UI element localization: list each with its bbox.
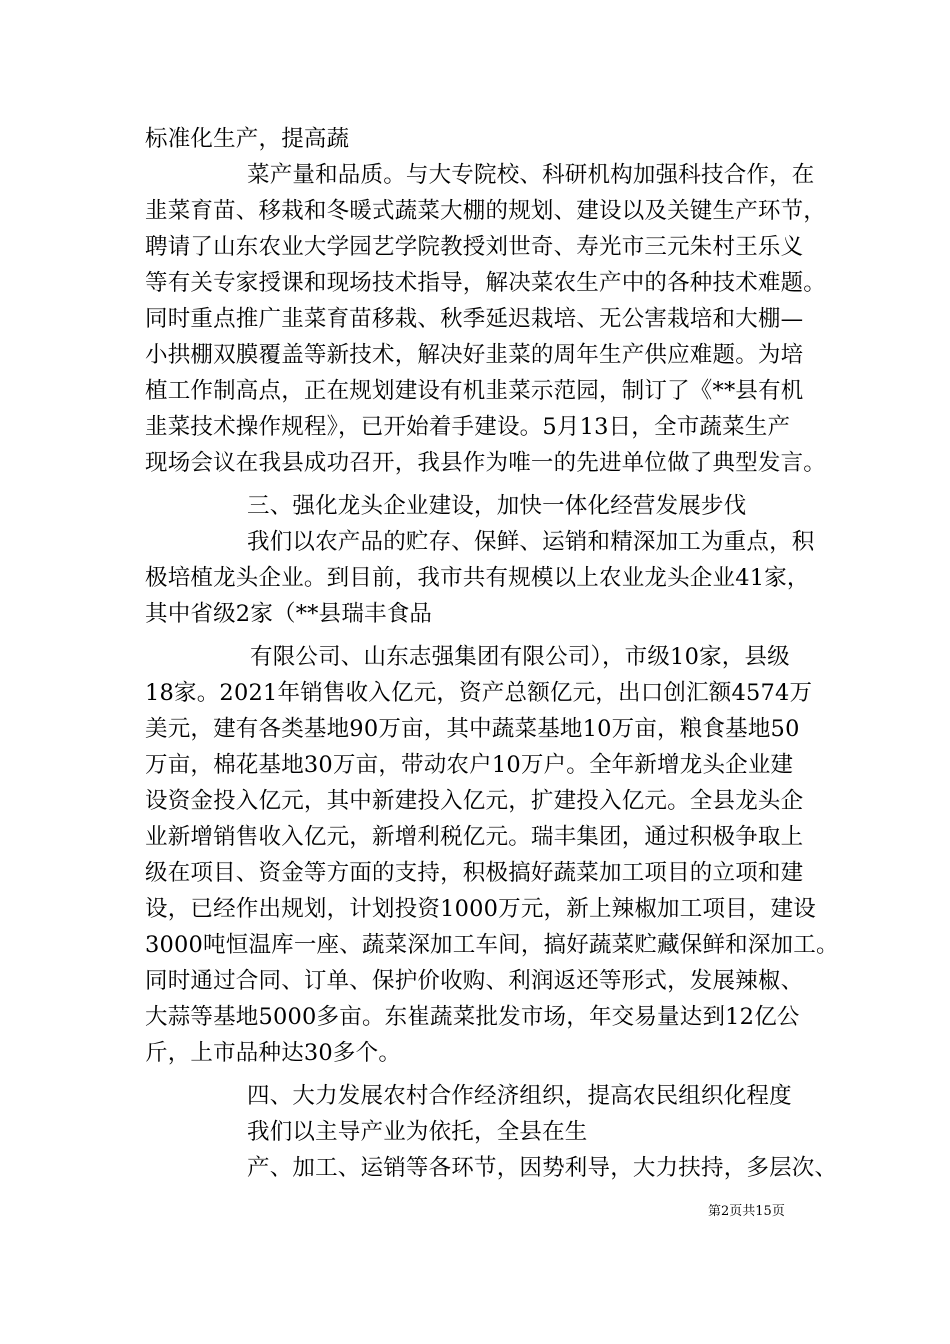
text-line-8: 植工作制高点，正在规划建设有机韭菜示范园，制订了《**县有机: [145, 378, 804, 404]
text-line-9: 韭菜技术操作规程》，已开始着手建设。5月13日，全市蔬菜生产: [145, 414, 791, 440]
text-line-28: 我们以主导产业为依托，全县在生: [247, 1119, 588, 1145]
section-heading-3: 三、强化龙头企业建设，加快一体化经营发展步伐: [247, 493, 747, 519]
text-line-19: 设资金投入亿元，其中新建投入亿元，扩建投入亿元。全县龙头企: [145, 788, 804, 814]
text-line-13: 极培植龙头企业。到目前，我市共有规模以上农业龙头企业41家，: [145, 565, 810, 591]
page-number-footer: 第2页共15页: [708, 1204, 785, 1219]
text-line-7: 小拱棚双膜覆盖等新技术，解决好韭菜的周年生产供应难题。为培: [145, 342, 804, 368]
text-line-24: 同时通过合同、订单、保护价收购、利润返还等形式，发展辣椒、: [145, 968, 804, 994]
text-line-18: 万亩，棉花基地30万亩，带动农户10万户。全年新增龙头企业建: [145, 752, 794, 778]
text-line-6: 同时重点推广韭菜育苗移栽、秋季延迟栽培、无公害栽培和大棚—: [145, 306, 804, 332]
text-line-22: 设，已经作出规划，计划投资1000万元，新上辣椒加工项目，建设: [145, 896, 816, 922]
text-line-2: 菜产量和品质。与大专院校、科研机构加强科技合作，在: [247, 162, 815, 188]
text-line-17: 美元，建有各类基地90万亩，其中蔬菜基地10万亩，粮食基地50: [145, 716, 800, 742]
text-line-5: 等有关专家授课和现场技术指导，解决菜农生产中的各种技术难题。: [145, 270, 827, 296]
text-line-25: 大蒜等基地5000多亩。东崔蔬菜批发市场，年交易量达到12亿公: [145, 1004, 800, 1030]
text-line-3: 韭菜育苗、移栽和冬暖式蔬菜大棚的规划、建设以及关键生产环节，: [145, 198, 827, 224]
section-heading-4: 四、大力发展农村合作经济组织，提高农民组织化程度: [247, 1083, 792, 1109]
text-line-10: 现场会议在我县成功召开，我县作为唯一的先进单位做了典型发言。: [145, 450, 827, 476]
text-line-21: 级在项目、资金等方面的支持，积极搞好蔬菜加工项目的立项和建: [145, 860, 804, 886]
text-line-26: 斤，上市品种达30多个。: [145, 1040, 402, 1066]
text-line-23: 3000吨恒温库一座、蔬菜深加工车间，搞好蔬菜贮藏保鲜和深加工。: [145, 932, 839, 958]
text-line-4: 聘请了山东农业大学园艺学院教授刘世奇、寿光市三元朱村王乐义: [145, 234, 804, 260]
text-line-29: 产、加工、运销等各环节，因势利导，大力扶持，多层次、: [247, 1155, 838, 1181]
text-line-20: 业新增销售收入亿元，新增利税亿元。瑞丰集团，通过积极争取上: [145, 824, 804, 850]
text-line-15: 有限公司、山东志强集团有限公司），市级10家，县级: [250, 644, 790, 670]
text-line-12: 我们以农产品的贮存、保鲜、运销和精深加工为重点，积: [247, 529, 815, 555]
text-line-1: 标准化生产，提高蔬: [145, 126, 350, 152]
text-line-16: 18家。2021年销售收入亿元，资产总额亿元，出口创汇额4574万: [145, 680, 813, 706]
text-line-14: 其中省级2家（**县瑞丰食品: [145, 601, 433, 627]
